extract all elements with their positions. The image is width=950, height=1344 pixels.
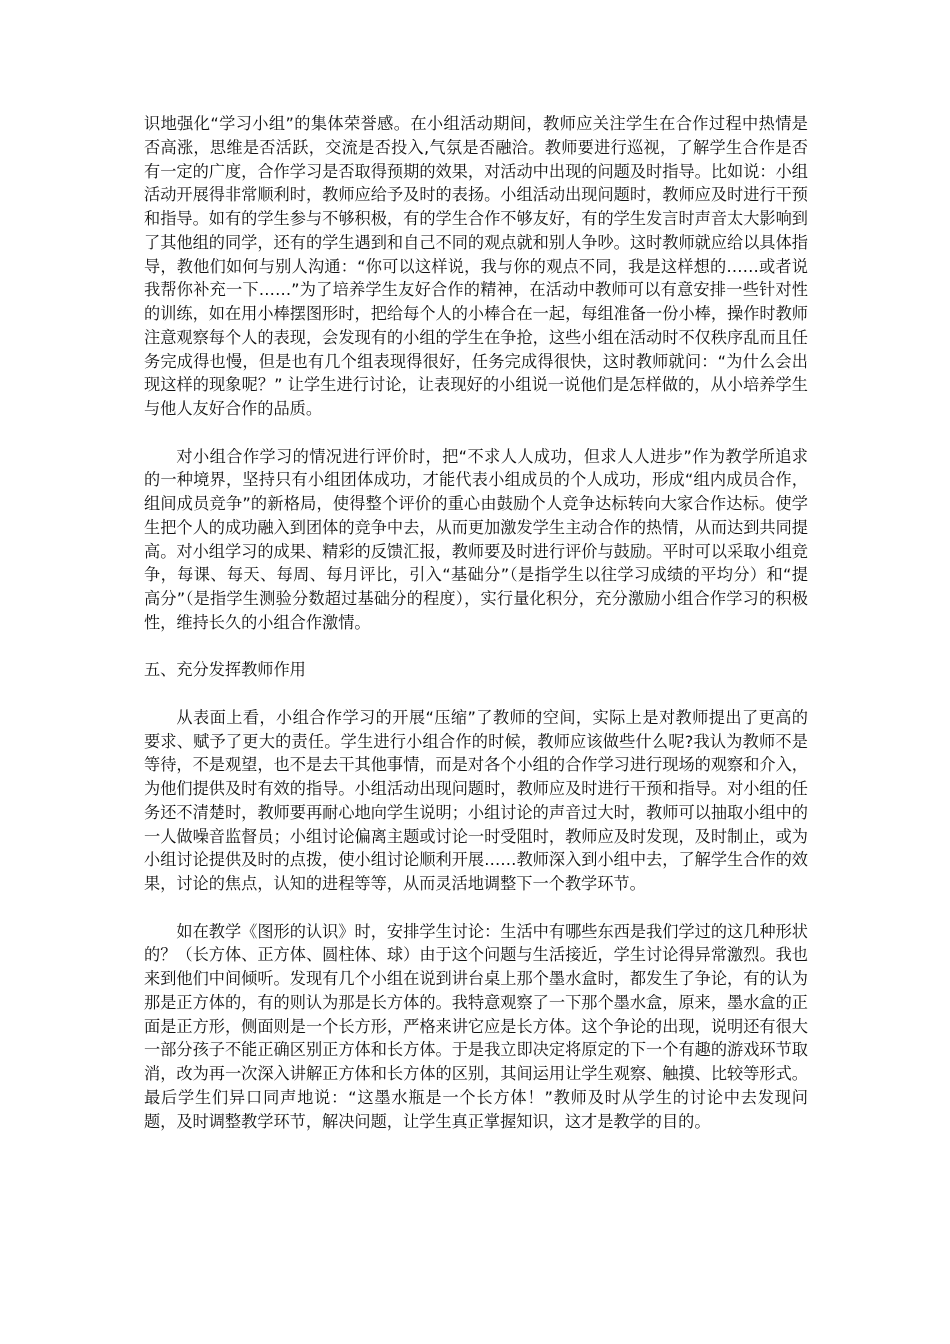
paragraph-teacher-guidance: 从表面上看，小组合作学习的开展“压缩”了教师的空间，实际上是对教师提出了更高的要求、赋予了更大的责任。学生进行小组合作的时候，教师应该做些什么呢?我认为教师不是等待，不是观望，也不是去干其他事情，而是对各个小组的合作学习进行现场的观察和介入，为他们提供及时有效的指导。小组活动出现问题时，教师应及时进行干预和指导。对小组的任务还不清楚时，教师要再耐心地向学生说明；小组讨论的声音过大时，教师可以抽取小组中的一人做噪音监督员；小组讨论偏离主题或讨论一时受阻时，教师应及时发现，及时制止，或为小组讨论提供及时的点拨，使小组讨论顺利开展……教师深入到小组中去，了解学生合作的效果，讨论的焦点，认知的进程等等，从而灵活地调整下一个教学环节。 — [144, 707, 808, 893]
paragraph-shapes-example: 如在教学《图形的认识》时，安排学生讨论：生活中有哪些东西是我们学过的这几种形状的？（长方体、正方体、圆柱体、球）由于这个问题与生活接近，学生讨论得异常激烈。我也来到他们中间倾听。发现有几个小组在说到讲台桌上那个墨水盒时，都发生了争论，有的认为那是正方体的，有的则认为那是长方体的。我特意观察了一下那个墨水盒，原来，墨水盒的正面是正方形，侧面则是一个长方形，严格来讲它应是长方体。这个争论的出现，说明还有很大一部分孩子不能正确区别正方体和长方体。于是我立即决定将原定的下一个有趣的游戏环节取消，改为再一次深入讲解正方体和长方体的区别，其间运用让学生观察、触摸、比较等形式。最后学生们异口同声地说：“这墨水瓶是一个长方体！”教师及时从学生的讨论中去发现问题，及时调整教学环节，解决问题，让学生真正掌握知识，这才是教学的目的。 — [144, 921, 808, 1131]
paragraph-gap — [144, 421, 808, 445]
paragraph-gap — [144, 682, 808, 706]
document-page — [144, 112, 808, 1133]
paragraph-gap — [144, 635, 808, 659]
paragraph-evaluation: 对小组合作学习的情况进行评价时，把“不求人人成功，但求人人进步”作为教学所追求的一种境界，坚持只有小组团体成功，才能代表小组成员的个人成功，形成“组内成员合作，组间成员竞争”的新格局，使得整个评价的重心由鼓励个人竞争达标转向大家合作达标。使学生把个人的成功融入到团体的竞争中去，从而更加激发学生主动合作的热情，从而达到共同提高。对小组学习的成果、精彩的反馈汇报，教师要及时进行评价与鼓励。平时可以采取小组竞争，每课、每天、每周、每月评比，引入“基础分”（是指学生以往学习成绩的平均分）和“提高分”（是指学生测验分数超过基础分的程度），实行量化积分，充分激励小组合作学习的积极性，维持长久的小组合作激情。 — [144, 446, 808, 632]
paragraph-group-encouragement: 识地强化“学习小组”的集体荣誉感。在小组活动期间，教师应关注学生在合作过程中热情是否高涨，思维是否活跃，交流是否投入,气氛是否融洽。教师要进行巡视，了解学生合作是否有一定的广度，合作学习是否取得预期的效果，对活动中出现的问题及时指导。比如说：小组活动开展得非常顺利时，教师应给予及时的表扬。小组活动出现问题时，教师应及时进行干预和指导。如有的学生参与不够积极，有的学生合作不够友好，有的学生发言时声音太大影响到了其他组的同学，还有的学生遇到和自己不同的观点就和别人争吵。这时教师就应给以具体指导，教他们如何与别人沟通：“你可以这样说，我与你的观点不同，我是这样想的……或者说我帮你补充一下……”为了培养学生友好合作的精神，在活动中教师可以有意安排一些针对性的训练，如在用小棒摆图形时，把给每个人的小棒合在一起，每组准备一份小棒，操作时教师注意观察每个人的表现，会发现有的小组的学生在争抢，这些小组在活动时不仅秩序乱而且任务完成得也慢，但是也有几个组表现得很好，任务完成得很快，这时教师就问：“为什么会出现这样的现象呢？” 让学生进行讨论，让表现好的小组说一说他们是怎样做的，从小培养学生与他人友好合作的品质。 — [144, 114, 808, 418]
section-heading-teacher-role: 五、充分发挥教师作用 — [144, 660, 306, 680]
paragraph-gap — [144, 896, 808, 920]
